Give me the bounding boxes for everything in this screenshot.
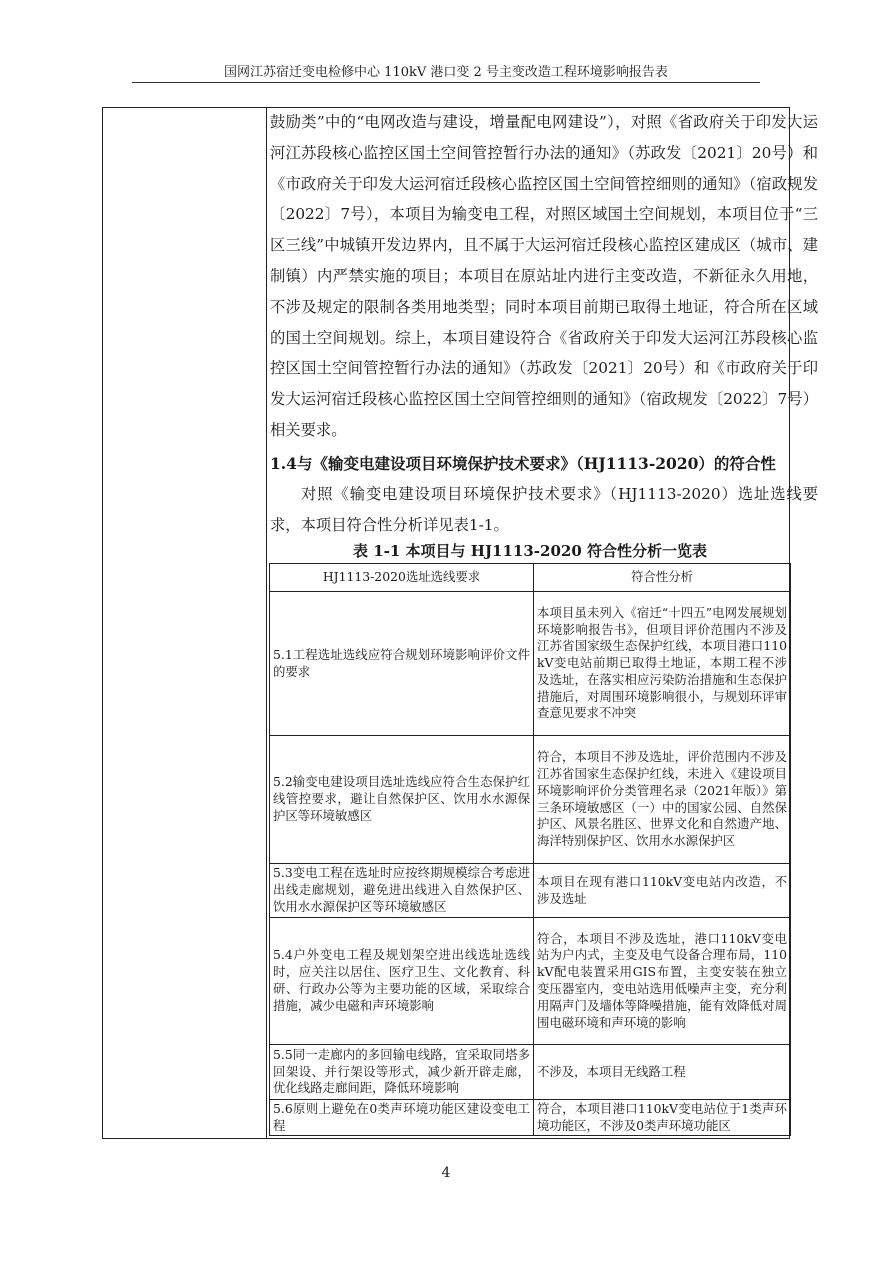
page-number: 4 xyxy=(441,1165,451,1181)
analysis-cell: 符合，本项目不涉及选址，港口110kV变电站为户内式，主变及电气设备合理布局，110kV配电装置采用GIS布置，主变安装在独立变压器室内，变电站选用低噪声主变，充分利用隔声门及墙体等降噪措施，能有效降低对周围电磁环境和声环境的影响 xyxy=(534,918,791,1045)
requirement-cell: 5.4户外变电工程及规划架空进出线选址选线时，应关注以居住、医疗卫生、文化教育、科研、行政办公等为主要功能的区域，采取综合措施，减少电磁和声环境影响 xyxy=(270,918,534,1045)
requirement-cell: 5.1工程选址选线应符合规划环境影响评价文件的要求 xyxy=(270,592,534,736)
requirement-cell: 5.6原则上避免在0类声环境功能区建设变电工程 xyxy=(270,1100,534,1136)
body-content xyxy=(270,107,818,540)
analysis-cell: 符合，本项目港口110kV变电站位于1类声环境功能区，不涉及0类声环境功能区 xyxy=(534,1100,791,1136)
body-paragraph: 对照《输变电建设项目环境保护技术要求》（HJ1113-2020）选址选线要求，本项目符合性分析详见表1-1。 xyxy=(270,484,818,534)
requirement-cell: 5.5同一走廊内的多回输电线路，宜采取同塔多回架设、并行架设等形式，减少新开辟走廊，优化线路走廊间距，降低环境影响 xyxy=(270,1045,534,1100)
table-header-row xyxy=(270,564,791,592)
analysis-cell: 符合，本项目不涉及选址，评价范围内不涉及江苏省国家生态保护红线，未进入《建设项目环境影响评价分类管理名录（2021年版）》第三条环境敏感区（一）中的国家公园、自然保护区、风景名胜区、世界文化和自然遗产地、海洋特别保护区、饮用水水源保护区 xyxy=(534,736,791,864)
analysis-cell: 本项目虽未列入《宿迁“十四五”电网发展规划环境影响报告书》，但项目评价范围内不涉及江苏省国家级生态保护红线，本项目港口110kV变电站前期已取得土地证，本期工程不涉及选址，在落实相应污染防治措施和生态保护措施后，对周围环境影响很小，与规划环评审查意见要求不冲突 xyxy=(534,592,791,736)
analysis-cell: 不涉及，本项目无线路工程 xyxy=(534,1045,791,1100)
table-header-cell: 符合性分析 xyxy=(534,564,791,592)
analysis-cell: 本项目在现有港口110kV变电站内改造，不涉及选址 xyxy=(534,864,791,918)
outer-table-column-divider xyxy=(266,107,267,1139)
section-heading: 1.4与《输变电建设项目环境保护技术要求》（HJ1113-2020）的符合性 xyxy=(270,453,776,473)
table-title: 表 1-1 本项目与 HJ1113-2020 符合性分析一览表 xyxy=(353,542,707,560)
table-row xyxy=(270,1100,791,1136)
table-row xyxy=(270,864,791,918)
header-rule xyxy=(132,82,760,83)
table-header-cell: HJ1113-2020选址选线要求 xyxy=(270,564,534,592)
requirement-cell: 5.2输变电建设项目选址选线应符合生态保护红线管控要求，避让自然保护区、饮用水水源保护区等环境敏感区 xyxy=(270,736,534,864)
table-row xyxy=(270,918,791,1045)
compliance-table xyxy=(269,563,791,1136)
table-row xyxy=(270,592,791,736)
table-row xyxy=(270,736,791,864)
table-row xyxy=(270,1045,791,1100)
body-paragraph: 鼓励类”中的“电网改造与建设，增量配电网建设”），对照《省政府关于印发大运河江苏段核心监控区国土空间管控暂行办法的通知》（苏政发〔2021〕20号）和《市政府关于印发大运河宿迁段核心监控区国土空间管控细则的通知》（宿政规发〔2022〕7号），本项目为输变电工程，对照区域国土空间规划，本项目位于“三区三线”中城镇开发边界内，且不属于大运河宿迁段核心监控区建成区（城市、建制镇）内严禁实施的项目；本项目在原站址内进行主变改造，不新征永久用地，不涉及规定的限制各类用地类型；同时本项目前期已取得土地证，符合所在区域的国土空间规划。综上，本项目建设符合《省政府关于印发大运河江苏段核心监控区国土空间管控暂行办法的通知》（苏政发〔2021〕20号）和《市政府关于印发大运河宿迁段核心监控区国土空间管控细则的通知》（宿政规发〔2022〕7号）相关要求。 xyxy=(270,113,818,439)
requirement-cell: 5.3变电工程在选址时应按终期规模综合考虑进出线走廊规划，避免进出线进入自然保护区、饮用水水源保护区等环境敏感区 xyxy=(270,864,534,918)
page-header: 国网江苏宿迁变电检修中心 110kV 港口变 2 号主变改造工程环境影响报告表 xyxy=(224,65,668,80)
